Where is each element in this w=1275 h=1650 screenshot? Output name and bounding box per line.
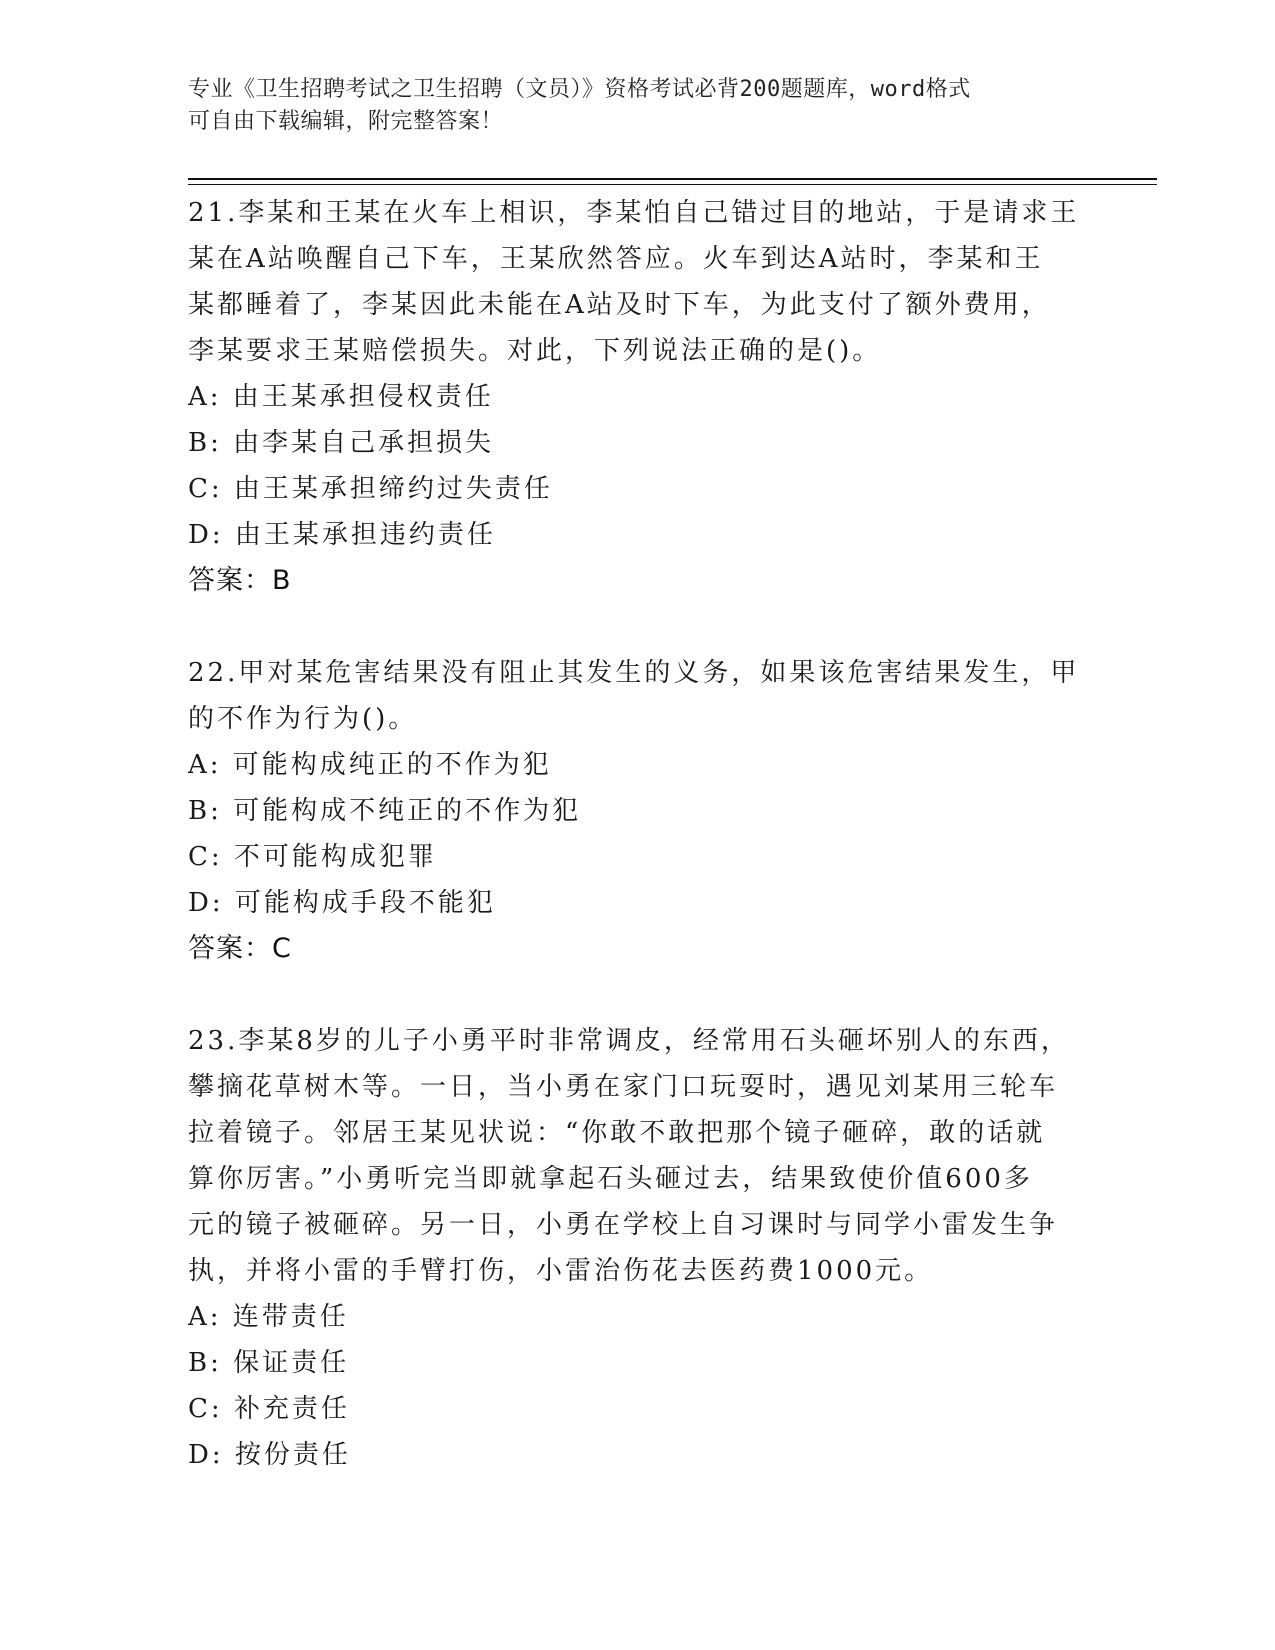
answer-line: 答案：C bbox=[188, 933, 292, 964]
question-stem-line: 23.李某8岁的儿子小勇平时非常调皮，经常用石头砸坏别人的东西， bbox=[188, 1026, 1070, 1056]
option-a: A: 可能构成纯正的不作为犯 bbox=[188, 750, 552, 780]
question-22 bbox=[188, 650, 1088, 972]
header-line-2: 可自由下载编辑，附完整答案！ bbox=[188, 109, 504, 134]
header-rule-thin bbox=[188, 184, 1157, 185]
question-spacer bbox=[188, 972, 1088, 1018]
option-a: A: 连带责任 bbox=[188, 1302, 349, 1332]
question-stem-line: 21.李某和王某在火车上相识，李某怕自己错过目的地站，于是请求王 bbox=[188, 198, 1080, 228]
document-header bbox=[188, 74, 1068, 138]
question-stem-line: 的不作为行为()。 bbox=[188, 704, 418, 734]
question-stem-line: 某都睡着了，李某因此未能在A站及时下车，为此支付了额外费用， bbox=[188, 290, 1051, 320]
question-stem-line: 某在A站唤醒自己下车，王某欣然答应。火车到达A站时，李某和王 bbox=[188, 244, 1044, 274]
option-d: D: 按份责任 bbox=[188, 1440, 351, 1470]
header-line-1: 专业《卫生招聘考试之卫生招聘（文员）》资格考试必背200题题库，word格式 bbox=[188, 77, 971, 102]
question-stem-line: 攀摘花草树木等。一日，当小勇在家门口玩耍时，遇见刘某用三轮车 bbox=[188, 1072, 1059, 1102]
header-rule-thick bbox=[188, 178, 1157, 180]
option-d: D: 可能构成手段不能犯 bbox=[188, 888, 496, 918]
option-b: B: 由李某自己承担损失 bbox=[188, 428, 495, 458]
option-b: B: 保证责任 bbox=[188, 1348, 350, 1378]
question-list bbox=[188, 190, 1088, 1478]
option-b: B: 可能构成不纯正的不作为犯 bbox=[188, 796, 582, 826]
option-c: C: 补充责任 bbox=[188, 1394, 350, 1424]
option-c: C: 由王某承担缔约过失责任 bbox=[188, 474, 553, 504]
question-stem-line: 22.甲对某危害结果没有阻止其发生的义务，如果该危害结果发生，甲 bbox=[188, 658, 1080, 688]
answer-line: 答案：B bbox=[188, 565, 292, 596]
option-a: A: 由王某承担侵权责任 bbox=[188, 382, 494, 412]
question-21 bbox=[188, 190, 1088, 604]
question-spacer bbox=[188, 604, 1088, 650]
question-stem-line: 拉着镜子。邻居王某见状说：“你敢不敢把那个镜子砸碎，敢的话就 bbox=[188, 1118, 1046, 1148]
question-23 bbox=[188, 1018, 1088, 1478]
question-stem-line: 算你厉害。”小勇听完当即就拿起石头砸过去，结果致使价值600多 bbox=[188, 1164, 1033, 1194]
question-stem-line: 执，并将小雷的手臂打伤，小雷治伤花去医药费1000元。 bbox=[188, 1256, 934, 1286]
question-stem-line: 李某要求王某赔偿损失。对此，下列说法正确的是()。 bbox=[188, 336, 882, 366]
question-stem-line: 元的镜子被砸碎。另一日，小勇在学校上自习课时与同学小雷发生争 bbox=[188, 1210, 1059, 1240]
option-d: D: 由王某承担违约责任 bbox=[188, 520, 496, 550]
option-c: C: 不可能构成犯罪 bbox=[188, 842, 437, 872]
